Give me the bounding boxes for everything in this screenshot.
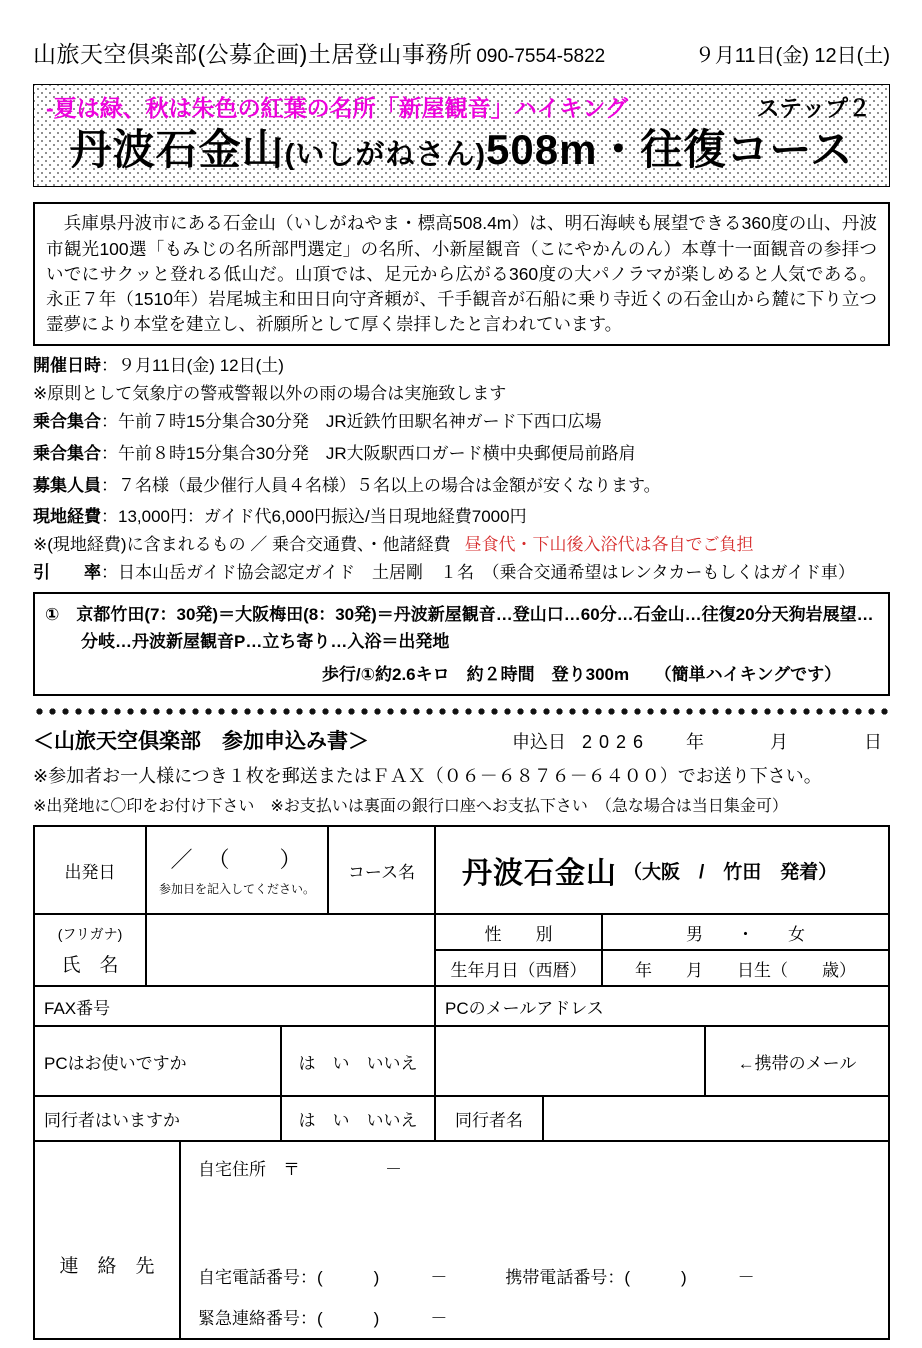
furigana-name-label-cell (35, 915, 145, 985)
pc-use-question-cell: PCはお使いですか (44, 1053, 187, 1073)
title-banner (33, 84, 890, 187)
application-date-line (512, 728, 890, 754)
course-name-label-cell: コース名 (327, 827, 434, 913)
departure-date-label-cell: 出発日 (64, 862, 116, 882)
description-text: 兵庫県丹波市にある石金山（いしがねやま・標高508.4m）は、明石海峡も展望できる360度の山、丹波市観光100選「もみじの名所部門選定」の名所、小新屋観音（こにやかんのん）本尊十一面観音の参拝ついでにサクッと登れる低山だ。山頂では、足元から広がる360度の大パノラマが楽しめると人気である。永正７年（1510年）岩尾城主和田日向守斉頼が、千手観音が石船に乗り寺近くの石金山から麓に下り立つ霊夢により本堂を建立し、祈願所として厚く崇拝したと言われています。 (46, 213, 877, 335)
description-box (33, 202, 890, 346)
detail-cost-note: ※(現地経費)に含まれるもの ／ 乗合交通費、・他諸経費 昼食代・下山後入浴代は各自でご負担 (33, 535, 754, 555)
name-input-area (145, 915, 434, 985)
apply-date-year-value: 2026 (581, 732, 650, 753)
phone-numbers-line (198, 1263, 878, 1288)
detail-meeting-2-label: 乗合集合 (33, 444, 101, 464)
gender-birth-cell (434, 915, 888, 985)
detail-guide: 引 率：日本山岳ガイド協会認定ガイド 土居剛 １名 （乗合交通希望はレンタカーもしくはガイド車） (33, 563, 855, 583)
course-name-text: 丹波石金山 (462, 857, 617, 891)
detail-capacity-label: 募集人員 (33, 476, 101, 496)
event-details (33, 354, 890, 584)
title-main-text: 丹波石金山 (69, 126, 285, 173)
companion-question-cell: 同行者はいますか (44, 1111, 180, 1131)
phone-number: 090-7554-5822 (476, 46, 606, 67)
home-phone-label: 自宅電話番号：( ) － (198, 1268, 448, 1288)
course-route-text: （大阪 / 竹田 発着） (623, 861, 838, 883)
fax-number-cell: FAX番号 (44, 998, 111, 1018)
application-header (33, 725, 890, 755)
gender-options-cell: 男 ・ 女 (601, 915, 888, 949)
pc-use-yesno-cell: は い いいえ (280, 1027, 434, 1095)
itinerary-route: ① 京都竹田(7：30発)＝大阪梅田(8：30発)＝丹波新屋観音…登山口…60分…石金山…往復20分天狗岩展望…分岐…丹波新屋観音P…立ち寄り…入浴＝出発地 (45, 605, 874, 652)
contact-info-cell (179, 1142, 888, 1338)
detail-cost-label: 現地経費 (33, 507, 101, 527)
row-companion (35, 1095, 888, 1140)
application-form-table (33, 825, 890, 1340)
row-fax-email (35, 985, 888, 1025)
apply-date-label: 申込日 (511, 732, 566, 753)
mobile-phone-label: 携帯電話番号：( ) － (505, 1268, 755, 1288)
detail-meeting-1-label: 乗合集合 (33, 412, 101, 432)
apply-date-year-unit: 年 (686, 732, 704, 753)
document-header (33, 36, 890, 69)
departure-date-input-cell (145, 827, 327, 913)
departure-date-placeholder: ／ （ ） (170, 847, 304, 873)
apply-date-day-unit: 日 (864, 732, 882, 753)
organization-title: 山旅天空倶楽部(公募企画)土居登山事務所 (33, 41, 473, 67)
main-title (46, 125, 877, 175)
email-input-area (434, 1027, 704, 1095)
step-label: ステップ２ (756, 95, 871, 121)
detail-meeting-2: 乗合集合：午前８時15分集合30分発 JR大阪駅西口ガード横中央郵便局前路肩 (33, 444, 636, 464)
emergency-phone-line: 緊急連絡番号：( ) － (198, 1309, 448, 1329)
itinerary-stats: 歩行/①約2.6キロ 約２時間 登り300m （簡単ハイキングです） (321, 665, 842, 685)
home-address-line: 自宅住所 〒 － (198, 1160, 402, 1180)
hiking-subtitle: -夏は緑、秋は朱色の紅葉の名所「新屋観音」ハイキング (46, 95, 628, 121)
detail-cost: 現地経費：13,000円：ガイド代6,000円振込/当日現地経費7000円 (33, 507, 527, 527)
detail-guide-label: 引 率 (33, 563, 101, 583)
detail-weather-note: ※原則として気象庁の警戒警報以外の雨の場合は実施致します (33, 384, 507, 404)
course-name-value-cell (434, 827, 888, 913)
dotted-separator (33, 708, 890, 715)
companion-name-label-cell: 同行者名 (434, 1097, 542, 1140)
detail-schedule-label: 開催日時 (33, 356, 101, 376)
birthdate-value-cell: 年 月 日生（ 歳） (601, 951, 888, 985)
contact-label-cell: 連 絡 先 (59, 1255, 155, 1277)
departure-date-note: 参加日を記入してください。 (158, 882, 315, 897)
title-reading: (いしがねさん) (284, 139, 486, 171)
mobile-mail-note-cell: ←携帯のメール (704, 1027, 888, 1095)
application-heading: ＜山旅天空倶楽部 参加申込み書＞ (33, 730, 369, 754)
companion-name-input-area (542, 1097, 888, 1140)
detail-capacity: 募集人員：７名様（最少催行人員４名様）５名以上の場合は金額が安くなります。 (33, 476, 661, 496)
furigana-label: (フリガナ) (57, 925, 123, 942)
detail-schedule: 開催日時：９月11日(金) 12日(土) (33, 356, 284, 376)
row-departure-course (35, 827, 888, 913)
gender-subrow (436, 915, 888, 949)
name-label: 氏 名 (61, 954, 119, 976)
title-tail-text: 508m・往復コース (486, 126, 854, 173)
apply-date-month-unit: 月 (770, 732, 788, 753)
cost-note-red: 昼食代・下山後入浴代は各自でご負担 (464, 535, 754, 555)
companion-yesno-cell: は い いいえ (280, 1097, 434, 1140)
row-contact (35, 1140, 888, 1338)
birthdate-label-cell: 生年月日（西暦） (450, 960, 587, 980)
birthdate-subrow (436, 949, 888, 985)
row-pc-use (35, 1025, 888, 1095)
pc-email-label-cell: PCのメールアドレス (434, 987, 888, 1025)
gender-label-cell: 性 別 (484, 924, 553, 944)
fax-instruction-note: ※参加者お一人様につき１枚を郵送またはＦＡＸ（０６－６８７６－６４００）でお送り下さい。 (33, 766, 822, 787)
payment-instruction-note: ※出発地に〇印をお付け下さい ※お支払いは裏面の銀行口座へお支払下さい （急な場合は当日集金可） (33, 798, 788, 816)
row-name-gender (35, 913, 888, 985)
event-dates: ９月11日(金) 12日(土) (694, 45, 890, 67)
detail-meeting-1: 乗合集合：午前７時15分集合30分発 JR近鉄竹田駅名神ガード下西口広場 (33, 412, 602, 432)
itinerary-box (33, 592, 890, 696)
banner-subtitle-row (46, 90, 877, 123)
